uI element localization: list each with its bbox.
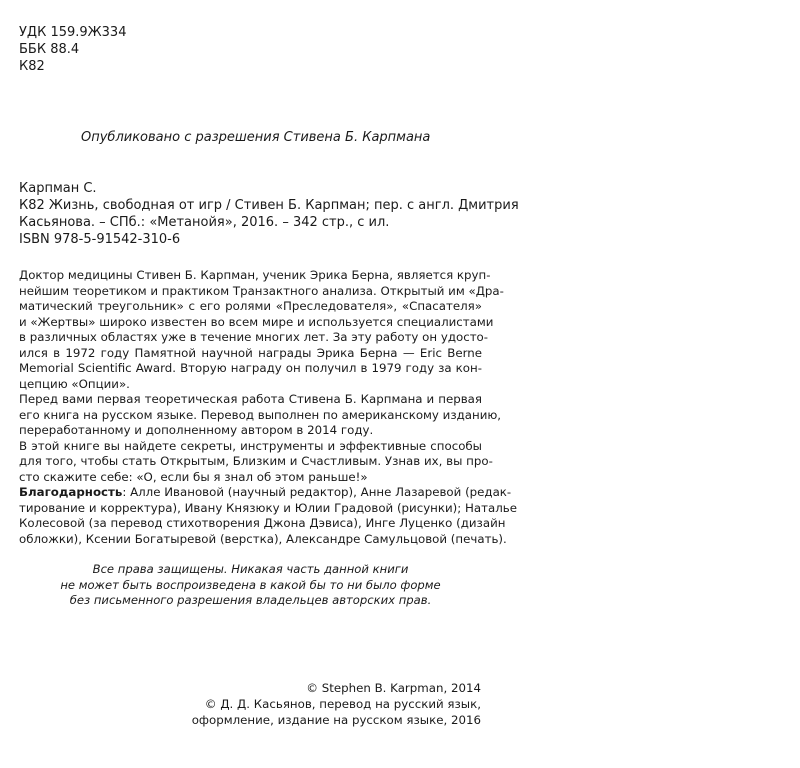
rights-notice — [19, 562, 482, 609]
annotation-line: сто скажите себе: «О, если бы я знал об этом раньше!» — [19, 469, 368, 484]
acknowledgements-label: Благодарность — [19, 485, 123, 499]
annotation-line: Доктор медицины Стивен Б. Карпман, ученик Эрика Берна, является круп- — [19, 268, 491, 282]
bbk-code: ББК 88.4 — [19, 42, 80, 57]
annotation-line: матический треугольник» с его ролями «Преследователя», «Спасателя» — [19, 299, 482, 313]
annotation-line: и «Жертвы» широко известен во всем мире и используется специалистами — [19, 314, 494, 329]
copyright-notice — [192, 680, 481, 728]
biblio-line: Касьянова. – СПб.: «Метанойя», 2016. – 342 стр., с ил. — [19, 215, 390, 230]
rights-line: без письменного разрешения владельцев авторских прав. — [69, 593, 432, 607]
annotation-line: переработанному и дополненному автором в 2014 году. — [19, 423, 374, 437]
classification-codes — [19, 24, 126, 75]
rights-line: не может быть воспроизведена в какой бы то ни было форме — [60, 577, 441, 592]
acknowledgements-line — [19, 485, 512, 501]
acknowledgements-text: : Алле Ивановой (научный редактор), Анне Лазаревой (редак- — [122, 485, 512, 499]
udk-code: УДК 159.9Ж334 — [19, 25, 127, 40]
annotation-line: Перед вами первая теоретическая работа Стивена Б. Карпмана и первая — [19, 392, 482, 406]
annotation-line: ился в 1972 году Памятной научной награды Эрика Берна — Eric Berne — [19, 345, 482, 360]
copyright-line: © Stephen B. Karpman, 2014 — [306, 681, 481, 695]
annotation-line: цепцию «Опции». — [19, 376, 130, 391]
rights-line: Все права защищены. Никакая часть данной книги — [92, 562, 409, 576]
bibliographic-record — [19, 180, 519, 248]
annotation-line: нейшим теоретиком и практиком Транзактного анализа. Открытый им «Дра- — [19, 283, 504, 298]
copyright-line: оформление, издание на русском языке, 2016 — [191, 713, 481, 727]
acknowledgements-line: обложки), Ксении Богатыревой (верстка), Александре Самульцовой (печать). — [19, 531, 507, 546]
copyright-line: © Д. Д. Касьянов, перевод на русский язык, — [204, 697, 481, 711]
biblio-line: К82 Жизнь, свободная от игр / Стивен Б. Карпман; пер. с англ. Дмитрия — [19, 198, 519, 213]
annotation-line: для того, чтобы стать Открытым, Близким и Счастливым. Узнав их, вы про- — [19, 454, 493, 468]
author-mark: К82 — [19, 59, 45, 74]
annotation-line: его книга на русском языке. Перевод выполнен по американскому изданию, — [19, 407, 502, 422]
isbn: ISBN 978-5-91542-310-6 — [19, 232, 181, 247]
biblio-author: Карпман С. — [19, 181, 97, 196]
annotation-line: Memorial Scientific Award. Вторую награду он получил в 1979 году за кон- — [19, 361, 482, 375]
acknowledgements-line: тирование и корректура), Ивану Князюку и Юлии Градовой (рисунки); Наталье — [19, 500, 517, 515]
publication-permission: Опубликовано с разрешения Стивена Б. Карпмана — [81, 130, 431, 145]
acknowledgements — [19, 485, 517, 547]
acknowledgements-line: Колесовой (за перевод стихотворения Джона Дэвиса), Инге Луценко (дизайн — [19, 516, 506, 530]
book-annotation — [19, 268, 504, 485]
annotation-line: в различных областях уже в течение многих лет. За эту работу он удосто- — [19, 330, 489, 344]
annotation-line: В этой книге вы найдете секреты, инструменты и эффективные способы — [19, 438, 482, 453]
